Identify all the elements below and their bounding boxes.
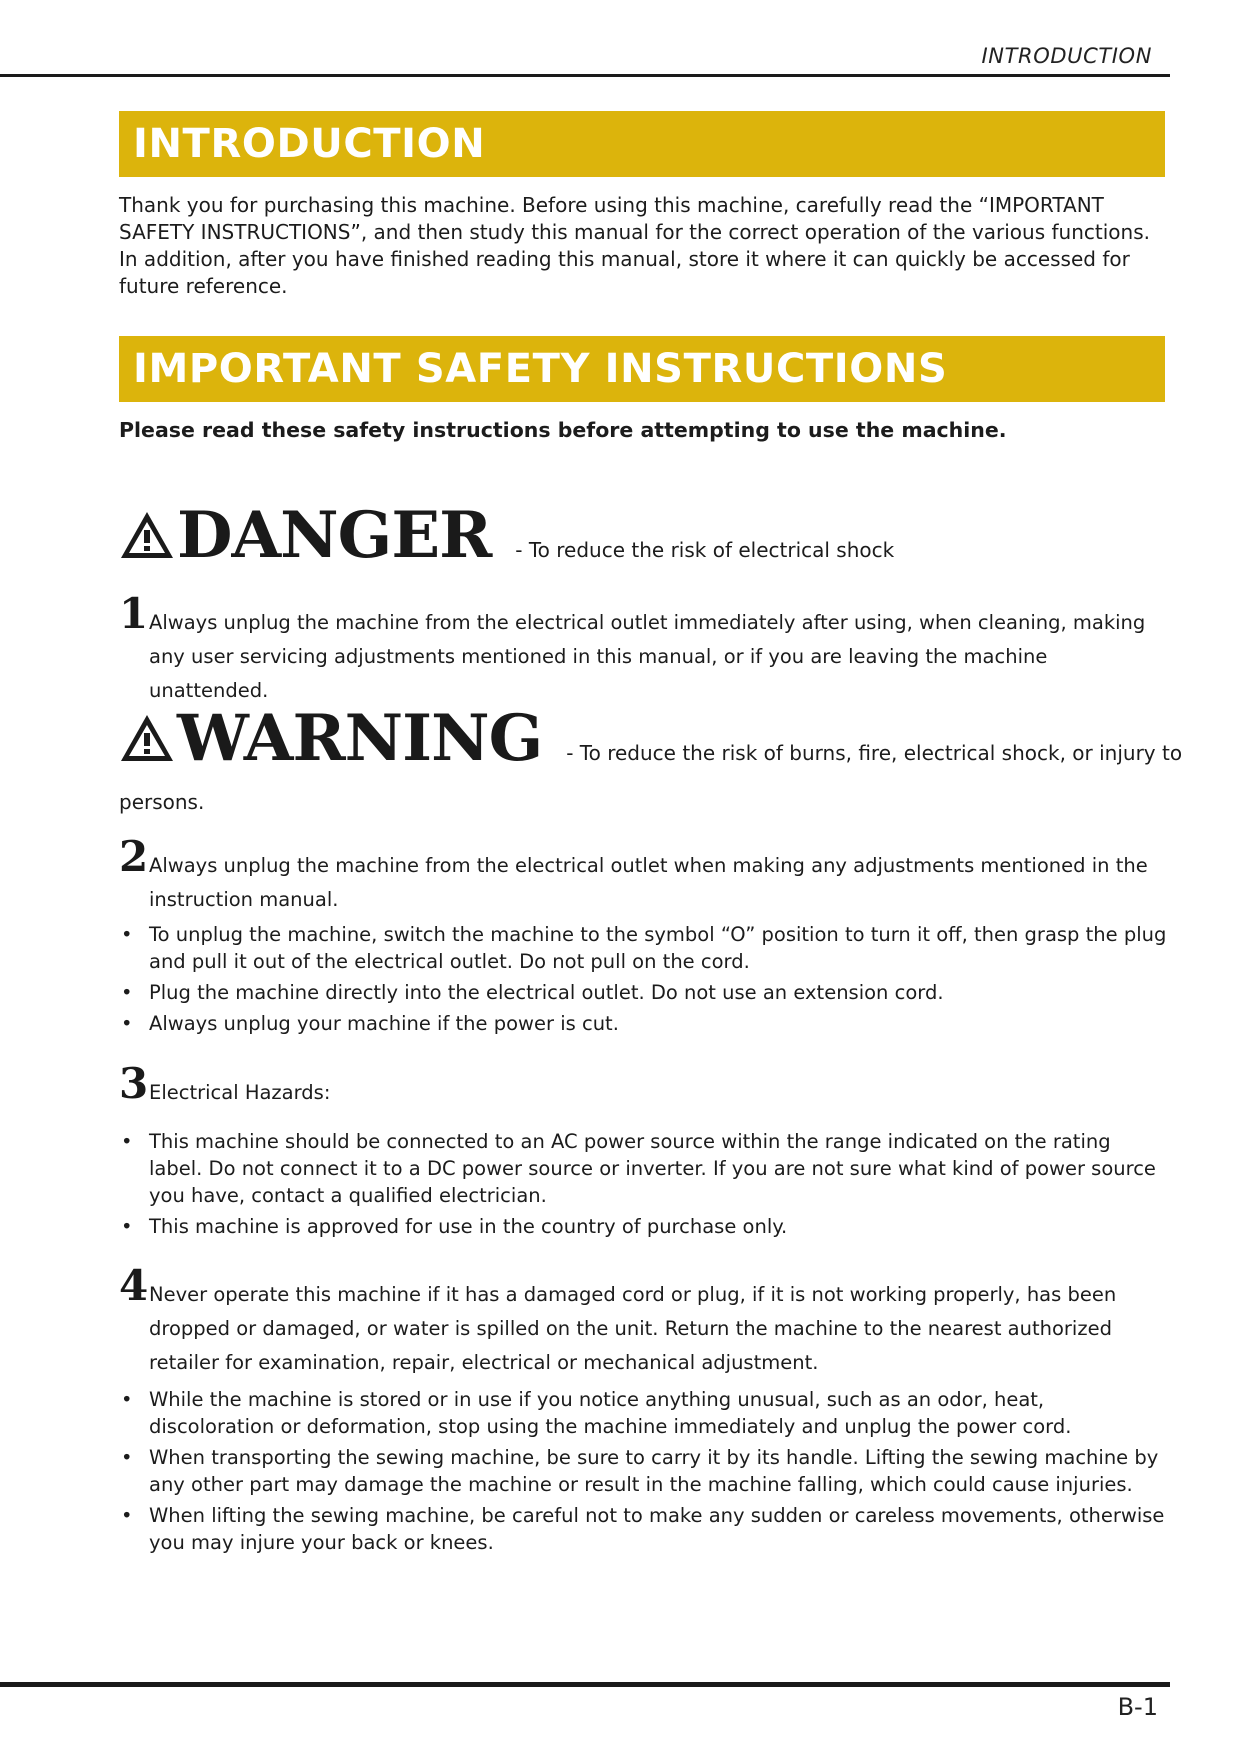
- item-number: 4: [119, 1261, 149, 1310]
- danger-description: - To reduce the risk of electrical shock: [515, 538, 895, 562]
- item-text: Always unplug the machine from the electrical outlet immediately after using, when cleaning, making any user servicing adjustments mentioned in this manual, or if you are leaving the machine unattended.: [149, 611, 1146, 702]
- warning-description: - To reduce the risk of burns, fire, electrical shock, or injury to: [566, 741, 1183, 765]
- bullet-item: • To unplug the machine, switch the machine to the symbol “O” position to turn it off, then grasp the plug and pull it out of the electrical outlet. Do not pull on the cord.: [119, 921, 1169, 975]
- warning-triangle-icon: [119, 713, 175, 763]
- footer-rule: [0, 1682, 1170, 1687]
- introduction-banner: [119, 111, 1165, 177]
- safety-lead: Please read these safety instructions before attempting to use the machine.: [119, 418, 1007, 442]
- item-number: 1: [119, 589, 149, 638]
- header-rule: [0, 74, 1170, 77]
- bullet-item: • While the machine is stored or in use if you notice anything unusual, such as an odor, heat, discoloration or deformation, stop using the machine immediately and unplug the power cord.: [119, 1386, 1169, 1440]
- running-header: INTRODUCTION: [981, 44, 1152, 68]
- safety-item-4: [119, 1261, 1169, 1380]
- bullet-item: • Always unplug your machine if the power is cut.: [119, 1010, 1169, 1037]
- safety-title: IMPORTANT SAFETY INSTRUCTIONS: [133, 346, 948, 392]
- bullet-item: • This machine should be connected to an AC power source within the range indicated on the rating label. Do not connect it to a DC power source or inverter. If you are not sure what kind of power source you have, contact a qualified electrician.: [119, 1128, 1169, 1209]
- introduction-paragraph: Thank you for purchasing this machine. Before using this machine, carefully read the “IMPORTANT SAFETY INSTRUCTIONS”, and then study this manual for the correct operation of the various functions. In addition, after you have finished reading this manual, store it where it can quickly be accessed for future reference.: [119, 193, 1150, 298]
- bullet-item: • This machine is approved for use in the country of purchase only.: [119, 1213, 1169, 1240]
- warning-triangle-icon: [119, 510, 175, 560]
- safety-item-3: [119, 1059, 1169, 1110]
- item-text: Electrical Hazards:: [149, 1081, 331, 1104]
- page-number: B-1: [1117, 1693, 1158, 1721]
- item-4-bullets: [119, 1386, 1169, 1560]
- introduction-title: INTRODUCTION: [133, 121, 486, 167]
- bullet-item: • When lifting the sewing machine, be careful not to make any sudden or careless movements, otherwise you may injure your back or knees.: [119, 1502, 1169, 1556]
- bullet-item: • Plug the machine directly into the electrical outlet. Do not use an extension cord.: [119, 979, 1169, 1006]
- warning-description-continued: persons.: [119, 790, 205, 814]
- warning-word: WARNING: [177, 701, 543, 776]
- safety-item-1: [119, 589, 1169, 708]
- safety-item-2: [119, 832, 1169, 917]
- item-text: Always unplug the machine from the electrical outlet when making any adjustments mentioned in the instruction manual.: [149, 854, 1148, 911]
- item-3-bullets: [119, 1128, 1169, 1244]
- danger-word: DANGER: [177, 498, 492, 573]
- safety-banner: [119, 336, 1165, 402]
- item-number: 3: [119, 1059, 149, 1108]
- bullet-item: • When transporting the sewing machine, be sure to carry it by its handle. Lifting the sewing machine by any other part may damage the machine or result in the machine falling, which could cause injuries.: [119, 1444, 1169, 1498]
- item-number: 2: [119, 832, 149, 881]
- item-text: Never operate this machine if it has a damaged cord or plug, if it is not working properly, has been dropped or damaged, or water is spilled on the unit. Return the machine to the nearest authorized retailer for examination, repair, electrical or mechanical adjustment.: [149, 1283, 1117, 1374]
- item-2-bullets: [119, 921, 1169, 1041]
- danger-heading: [119, 498, 895, 573]
- warning-heading: [119, 701, 1183, 776]
